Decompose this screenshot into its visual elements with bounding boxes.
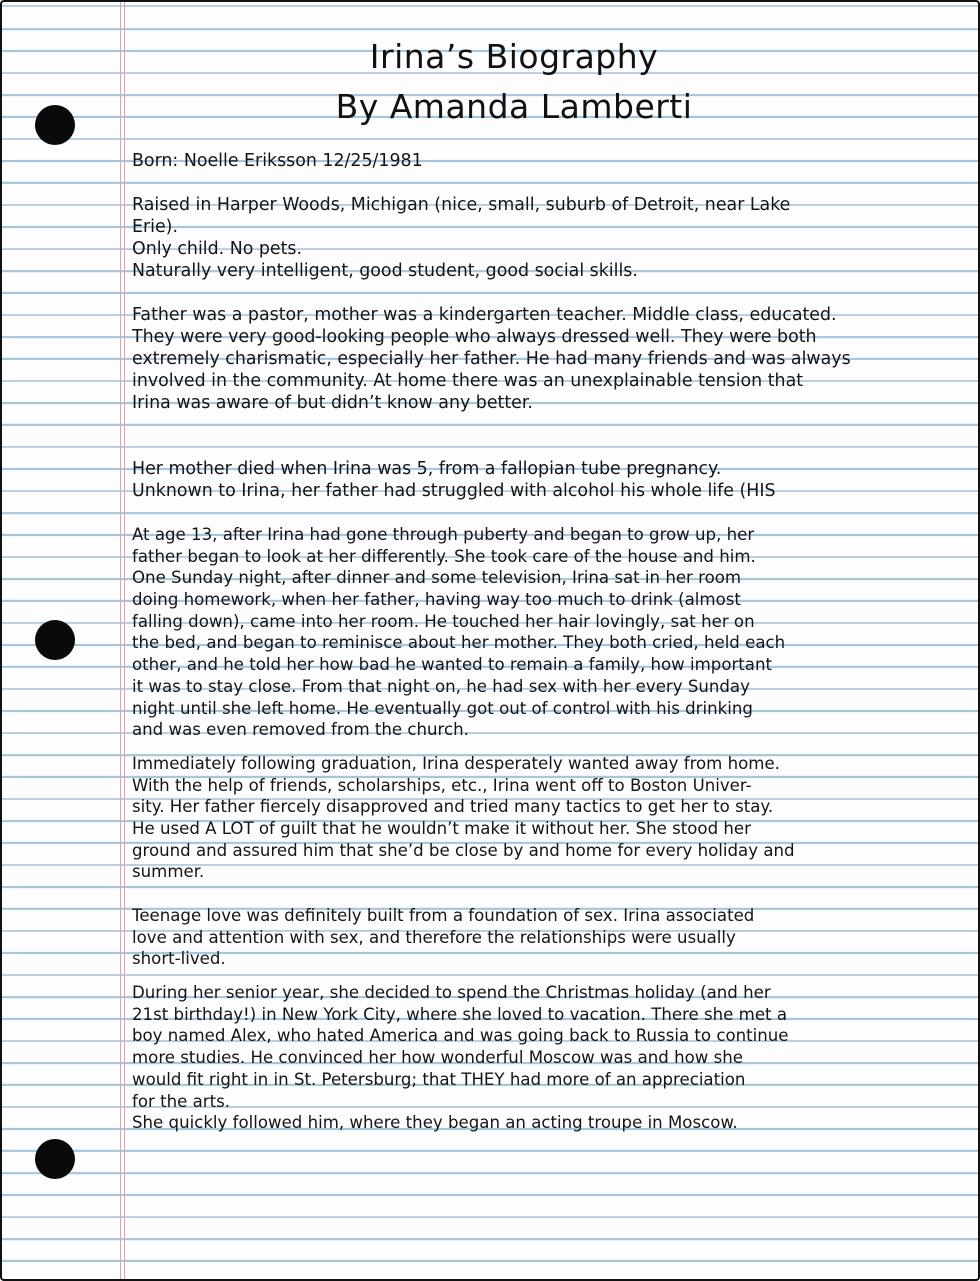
- text-line: He used A LOT of guilt that he wouldn’t make it without her. She stood her: [132, 818, 751, 838]
- text-line: short-lived.: [132, 949, 226, 969]
- paragraph-graduation: [132, 753, 954, 883]
- text-line: Father was a pastor, mother was a kindergarten teacher. Middle class, educated.: [132, 305, 837, 325]
- title-author: By Amanda Lamberti: [335, 87, 693, 126]
- text-line: Born: Noelle Eriksson 12/25/1981: [132, 151, 423, 171]
- text-line: falling down), came into her room. He touched her hair lovingly, sat her on: [132, 611, 755, 631]
- text-line: Raised in Harper Woods, Michigan (nice, small, suburb of Detroit, near Lake: [132, 195, 791, 215]
- text-line: Irina was aware of but didn’t know any better.: [132, 393, 533, 413]
- text-line: extremely charismatic, especially her father. He had many friends and was always: [132, 349, 851, 369]
- margin-line: [120, 2, 121, 1279]
- paragraph-parents: [132, 304, 954, 414]
- binder-hole-top: [35, 105, 75, 145]
- text-line: love and attention with sex, and therefore the relationships were usually: [132, 927, 736, 947]
- biography-body: [132, 150, 954, 1156]
- text-line: With the help of friends, scholarships, etc., Irina went off to Boston Univer-: [132, 775, 752, 795]
- text-line: doing homework, when her father, having way too much to drink (almost: [132, 590, 741, 610]
- text-line: Her mother died when Irina was 5, from a fallopian tube pregnancy.: [132, 459, 722, 479]
- title-heading: Irina’s Biography: [369, 37, 659, 76]
- paragraph-born: [132, 150, 954, 172]
- paragraph-mother-death: [132, 458, 954, 502]
- text-line: night until she left home. He eventually got out of control with his drinking: [132, 698, 753, 718]
- text-line: Naturally very intelligent, good student, good social skills.: [132, 261, 638, 281]
- text-line: other, and he told her how bad he wanted to remain a family, how important: [132, 655, 772, 675]
- text-line: They were very good-looking people who always dressed well. They were both: [132, 327, 817, 347]
- text-line: for the arts.: [132, 1091, 231, 1111]
- text-line: One Sunday night, after dinner and some television, Irina sat in her room: [132, 568, 742, 588]
- text-line: Only child. No pets.: [132, 239, 303, 259]
- paragraph-age-13: [132, 524, 954, 741]
- text-line: ground and assured him that she’d be close by and home for every holiday and: [132, 840, 795, 860]
- paragraph-senior-year: [132, 982, 954, 1134]
- text-line: more studies. He convinced her how wonderful Moscow was and how she: [132, 1048, 743, 1068]
- text-line: She quickly followed him, where they began an acting troupe in Moscow.: [132, 1113, 738, 1133]
- binder-hole-bottom: [35, 1139, 75, 1179]
- text-line: involved in the community. At home there was an unexplainable tension that: [132, 371, 804, 391]
- text-line: it was to stay close. From that night on, he had sex with her every Sunday: [132, 676, 750, 696]
- text-line: At age 13, after Irina had gone through puberty and began to grow up, her: [132, 525, 755, 544]
- text-line: and was even removed from the church.: [132, 720, 469, 740]
- paragraph-upbringing: [132, 194, 954, 282]
- text-line: Immediately following graduation, Irina desperately wanted away from home.: [132, 753, 780, 773]
- text-line: father began to look at her differently. She took care of the house and him.: [132, 546, 756, 566]
- text-line: During her senior year, she decided to spend the Christmas holiday (and her: [132, 983, 771, 1003]
- text-line: sity. Her father fiercely disapproved and tried many tactics to get her to stay.: [132, 797, 774, 817]
- document-title: [124, 32, 904, 132]
- binder-hole-middle: [35, 620, 75, 660]
- text-line: 21st birthday!) in New York City, where she loved to vacation. There she met a: [132, 1004, 787, 1024]
- text-line: boy named Alex, who hated America and was going back to Russia to continue: [132, 1026, 789, 1046]
- text-line: Teenage love was definitely built from a foundation of sex. Irina associated: [132, 906, 755, 925]
- text-line: Unknown to Irina, her father had struggled with alcohol his whole life (HIS: [132, 481, 776, 501]
- text-line: the bed, and began to reminisce about her mother. They both cried, held each: [132, 633, 786, 653]
- text-line: would fit right in in St. Petersburg; that THEY had more of an appreciation: [132, 1069, 746, 1089]
- text-line: summer.: [132, 862, 205, 882]
- margin-line-inner: [124, 2, 125, 1279]
- text-line: Erie).: [132, 217, 178, 237]
- paragraph-teenage-love: [132, 905, 954, 970]
